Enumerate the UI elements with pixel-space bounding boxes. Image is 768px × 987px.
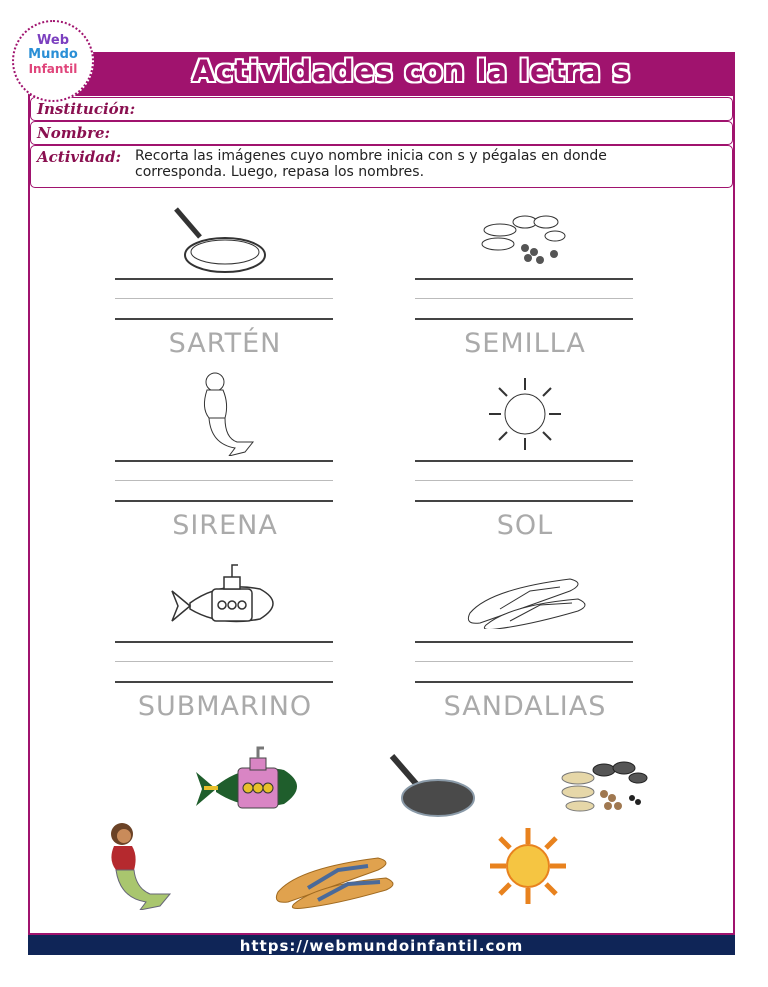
trace-word: SEMILLA [464, 328, 586, 359]
nombre-field[interactable] [30, 121, 733, 145]
footer-url [28, 933, 735, 955]
submarine-outline-icon [115, 563, 335, 637]
institucion-field[interactable] [30, 97, 733, 121]
cutout-sandals[interactable] [272, 848, 396, 914]
trace-word: SARTÉN [168, 328, 282, 359]
trace-word: SUBMARINO [137, 691, 313, 722]
sandals-outline-icon [415, 569, 635, 633]
cutout-pan[interactable] [388, 752, 478, 824]
logo-line: Infantil [28, 62, 78, 76]
trace-word: SIRENA [172, 510, 278, 541]
trace-word: SANDALIAS [443, 691, 607, 722]
institucion-label: Institución: [37, 100, 136, 118]
cutout-submarine[interactable] [186, 746, 310, 822]
cutout-seeds[interactable] [560, 754, 652, 824]
website-link[interactable]: https://webmundoinfantil.com [239, 937, 524, 955]
seeds-outline-icon [415, 208, 635, 274]
trace-word: SOL [496, 510, 554, 541]
mermaid-outline-icon [115, 368, 335, 460]
logo [12, 20, 94, 102]
cutout-sun[interactable] [488, 826, 568, 910]
sun-outline-icon [415, 374, 635, 458]
actividad-text: Recorta las imágenes cuyo nombre inicia con s y pégalas en donde corresponda. Luego, repasa los nombres. [135, 148, 607, 180]
logo-line: Web [37, 33, 69, 48]
cutout-mermaid[interactable] [100, 816, 174, 914]
actividad-label: Actividad: [37, 148, 122, 166]
page-title: Actividades con la letra s [192, 54, 631, 88]
actividad-box [30, 145, 733, 188]
nombre-label: Nombre: [37, 124, 111, 142]
pan-outline-icon [115, 205, 335, 281]
logo-line: Mundo [28, 47, 78, 62]
